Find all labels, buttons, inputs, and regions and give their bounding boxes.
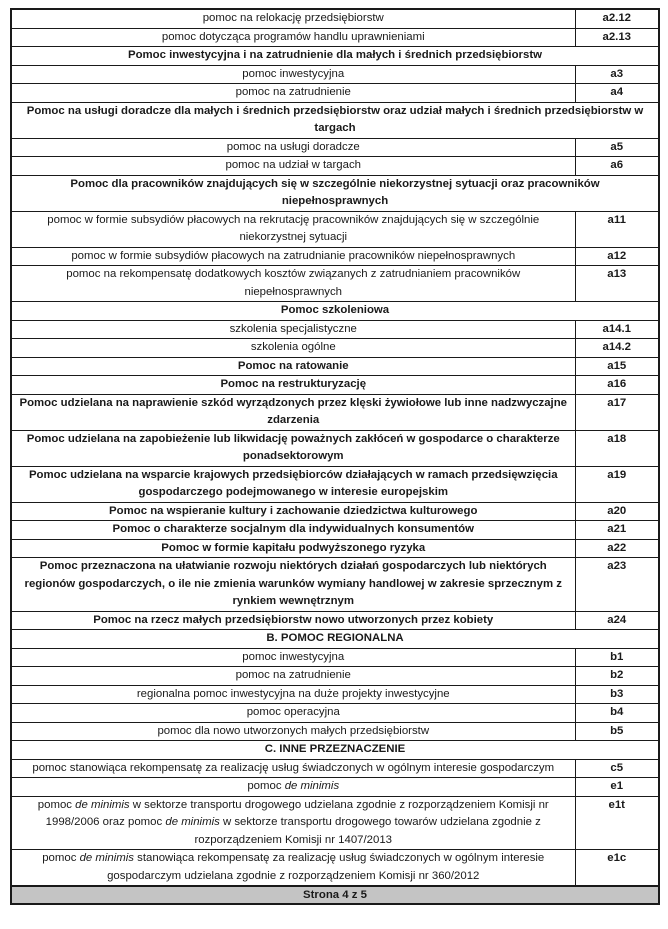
aid-row — [11, 84, 659, 103]
aid-code: a18 — [575, 430, 659, 466]
aid-code: b2 — [575, 667, 659, 686]
aid-description: szkolenia ogólne — [11, 339, 575, 358]
aid-row — [11, 611, 659, 630]
aid-description: regionalna pomoc inwestycyjna na duże projekty inwestycyjne — [11, 685, 575, 704]
aid-row — [11, 796, 659, 850]
aid-row — [11, 648, 659, 667]
aid-description: pomoc w formie subsydiów płacowych na rekrutację pracowników znajdujących się w szczególnie niekorzystnej sytuacji — [11, 211, 575, 247]
aid-description: Pomoc o charakterze socjalnym dla indywidualnych konsumentów — [11, 521, 575, 540]
aid-code: b1 — [575, 648, 659, 667]
aid-code: e1c — [575, 850, 659, 887]
aid-description: Pomoc na ratowanie — [11, 357, 575, 376]
aid-row — [11, 394, 659, 430]
document-page — [10, 8, 658, 905]
aid-code: a14.1 — [575, 320, 659, 339]
aid-description: pomoc na zatrudnienie — [11, 84, 575, 103]
aid-code: a14.2 — [575, 339, 659, 358]
aid-code: a2.13 — [575, 28, 659, 47]
aid-row — [11, 247, 659, 266]
section-heading-row — [11, 302, 659, 321]
aid-code: a15 — [575, 357, 659, 376]
aid-row — [11, 28, 659, 47]
aid-description: pomoc w formie subsydiów płacowych na zatrudnianie pracowników niepełnosprawnych — [11, 247, 575, 266]
page-number: Strona 4 z 5 — [11, 886, 659, 904]
aid-code: a5 — [575, 138, 659, 157]
section-heading-row — [11, 630, 659, 649]
aid-description: pomoc de minimis — [11, 778, 575, 797]
aid-description: Pomoc udzielana na zapobieżenie lub likwidację poważnych zakłóceń w gospodarce o charakterze ponadsektorowym — [11, 430, 575, 466]
aid-row — [11, 558, 659, 612]
aid-row — [11, 211, 659, 247]
aid-description: Pomoc na restrukturyzację — [11, 376, 575, 395]
aid-code-table — [10, 8, 660, 905]
aid-description: pomoc na rekompensatę dodatkowych kosztów związanych z zatrudnianiem pracowników niepełnosprawnych — [11, 266, 575, 302]
section-heading-row — [11, 741, 659, 760]
aid-row — [11, 9, 659, 28]
aid-row — [11, 138, 659, 157]
aid-code: b5 — [575, 722, 659, 741]
aid-code: a3 — [575, 65, 659, 84]
aid-description: pomoc na relokację przedsiębiorstw — [11, 9, 575, 28]
aid-row — [11, 502, 659, 521]
aid-code: a21 — [575, 521, 659, 540]
aid-description: Pomoc na wspieranie kultury i zachowanie dziedzictwa kulturowego — [11, 502, 575, 521]
aid-code: a11 — [575, 211, 659, 247]
aid-description: Pomoc udzielana na wsparcie krajowych przedsiębiorców działających w ramach przedsięwzięcia gospodarczego podejmowanego w interesie europejskim — [11, 466, 575, 502]
aid-row — [11, 704, 659, 723]
aid-description: pomoc operacyjna — [11, 704, 575, 723]
aid-description: pomoc inwestycyjna — [11, 65, 575, 84]
aid-code: a20 — [575, 502, 659, 521]
section-heading-row — [11, 47, 659, 66]
aid-code: a24 — [575, 611, 659, 630]
aid-row — [11, 850, 659, 887]
aid-row — [11, 466, 659, 502]
aid-row — [11, 266, 659, 302]
aid-row — [11, 157, 659, 176]
aid-row — [11, 65, 659, 84]
aid-description: Pomoc przeznaczona na ułatwianie rozwoju niektórych działań gospodarczych lub niektórych regionów gospodarczych, o ile nie zmienia warunków wymiany handlowej w zakresie sprzecznym z rynkiem wewnętrznym — [11, 558, 575, 612]
section-heading: C. INNE PRZEZNACZENIE — [11, 741, 659, 760]
aid-row — [11, 759, 659, 778]
section-heading-row — [11, 175, 659, 211]
aid-code: e1 — [575, 778, 659, 797]
aid-row — [11, 539, 659, 558]
aid-row — [11, 778, 659, 797]
aid-description: Pomoc udzielana na naprawienie szkód wyrządzonych przez klęski żywiołowe lub inne nadzwyczajne zdarzenia — [11, 394, 575, 430]
aid-code: a4 — [575, 84, 659, 103]
aid-row — [11, 430, 659, 466]
aid-code: a12 — [575, 247, 659, 266]
aid-code: a19 — [575, 466, 659, 502]
aid-code: e1t — [575, 796, 659, 850]
aid-code: a17 — [575, 394, 659, 430]
aid-row — [11, 357, 659, 376]
aid-code: b4 — [575, 704, 659, 723]
aid-code: a13 — [575, 266, 659, 302]
aid-code: a22 — [575, 539, 659, 558]
aid-description: pomoc stanowiąca rekompensatę za realizację usług świadczonych w ogólnym interesie gospodarczym — [11, 759, 575, 778]
page-footer-row — [11, 886, 659, 904]
section-heading: Pomoc inwestycyjna i na zatrudnienie dla małych i średnich przedsiębiorstw — [11, 47, 659, 66]
section-heading: B. POMOC REGIONALNA — [11, 630, 659, 649]
aid-row — [11, 685, 659, 704]
aid-code: b3 — [575, 685, 659, 704]
aid-code: a23 — [575, 558, 659, 612]
section-heading: Pomoc szkoleniowa — [11, 302, 659, 321]
aid-code: a2.12 — [575, 9, 659, 28]
aid-code: a6 — [575, 157, 659, 176]
aid-row — [11, 376, 659, 395]
aid-row — [11, 521, 659, 540]
aid-description: pomoc dla nowo utworzonych małych przedsiębiorstw — [11, 722, 575, 741]
aid-row — [11, 722, 659, 741]
aid-row — [11, 667, 659, 686]
section-heading: Pomoc na usługi doradcze dla małych i średnich przedsiębiorstw oraz udział małych i średnich przedsiębiorstw w targach — [11, 102, 659, 138]
aid-description: pomoc de minimis w sektorze transportu drogowego udzielana zgodnie z rozporządzeniem Komisji nr 1998/2006 oraz pomoc de minimis w sektorze transportu drogowego towarów udzielana zgodnie z rozporządzeniem Komisji nr 1407/2013 — [11, 796, 575, 850]
aid-code: c5 — [575, 759, 659, 778]
aid-code-table-body — [11, 9, 659, 886]
aid-description: pomoc inwestycyjna — [11, 648, 575, 667]
aid-description: pomoc na zatrudnienie — [11, 667, 575, 686]
aid-row — [11, 339, 659, 358]
aid-description: pomoc dotycząca programów handlu uprawnieniami — [11, 28, 575, 47]
aid-description: Pomoc na rzecz małych przedsiębiorstw nowo utworzonych przez kobiety — [11, 611, 575, 630]
aid-description: pomoc de minimis stanowiąca rekompensatę za realizację usług świadczonych w ogólnym interesie gospodarczym udzielana zgodnie z rozporządzeniem Komisji nr 360/2012 — [11, 850, 575, 887]
aid-description: pomoc na udział w targach — [11, 157, 575, 176]
section-heading: Pomoc dla pracowników znajdujących się w szczególnie niekorzystnej sytuacji oraz pracowników niepełnosprawnych — [11, 175, 659, 211]
section-heading-row — [11, 102, 659, 138]
aid-code: a16 — [575, 376, 659, 395]
aid-description: Pomoc w formie kapitału podwyższonego ryzyka — [11, 539, 575, 558]
aid-description: szkolenia specjalistyczne — [11, 320, 575, 339]
aid-description: pomoc na usługi doradcze — [11, 138, 575, 157]
aid-row — [11, 320, 659, 339]
